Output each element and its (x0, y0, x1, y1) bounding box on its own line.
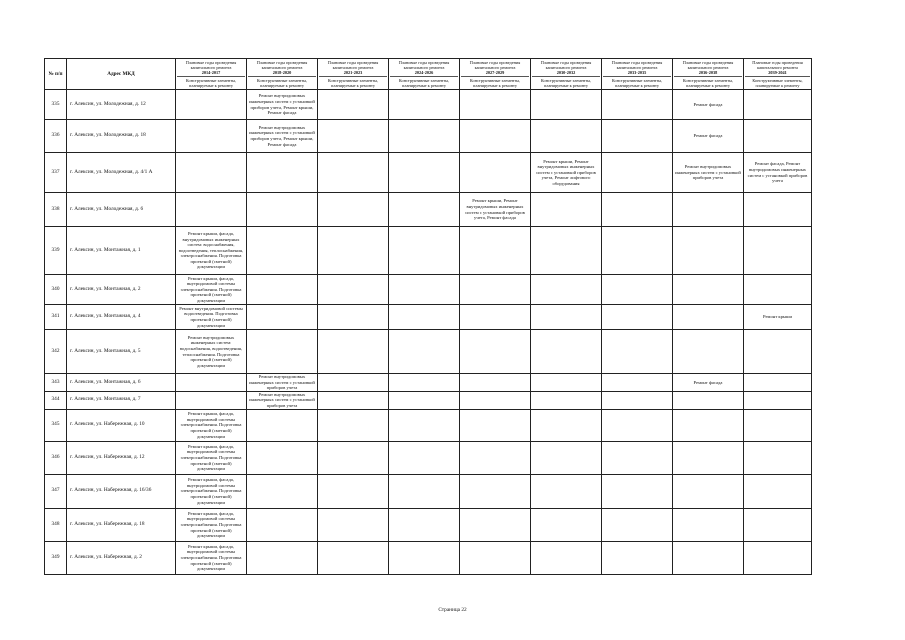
row-cell (602, 508, 673, 541)
header-planned-label: Плановые годы проведения капитального ремонта (540, 60, 592, 70)
row-cell (460, 409, 531, 441)
row-cell (389, 474, 460, 508)
header-period (744, 59, 812, 90)
header-element-label: Конструктивные элементы, планируемые к ремонту (532, 76, 600, 88)
header-num: № п/п (45, 59, 67, 90)
row-cell (602, 474, 673, 508)
row-cell (460, 508, 531, 541)
row-cell (247, 441, 318, 474)
header-period-years: 2027-2029 (485, 70, 505, 75)
row-address: г. Алексин, ул. Молодежная, д. 18 (67, 120, 176, 153)
row-cell (460, 374, 531, 392)
row-address: г. Алексин, ул. Набережная, д. 2 (67, 541, 176, 574)
row-cell (744, 541, 812, 574)
row-address: г. Алексин, ул. Молодежная, д. 6 (67, 193, 176, 227)
row-cell: Ремонт крыши, Ремонт внутридомовых инженерных систем с установкой приборов учета, Ремонт фасада (460, 193, 531, 227)
header-period (247, 59, 318, 90)
row-cell (247, 305, 318, 330)
row-cell: Ремонт внутридомовой системы водоотведения. Подготовка проектной (сметной) документации (176, 305, 247, 330)
row-cell (318, 227, 389, 275)
row-cell (389, 227, 460, 275)
row-cell (673, 441, 744, 474)
row-num: 346 (45, 441, 67, 474)
table-row (45, 305, 812, 330)
row-cell: Ремонт крыши, фасада, внутридомовой системы электроснабжения. Подготовка проектной (сметной) документации (176, 275, 247, 305)
row-cell: Ремонт крыши, фасада, внутридомовой системы электроснабжения. Подготовка проектной (сметной) документации (176, 441, 247, 474)
header-planned-label: Плановые годы проведения капитального ремонта (611, 60, 663, 70)
row-cell (744, 193, 812, 227)
row-cell (602, 391, 673, 409)
row-cell (602, 120, 673, 153)
row-cell (602, 275, 673, 305)
row-cell (176, 193, 247, 227)
row-cell (673, 305, 744, 330)
row-cell (602, 541, 673, 574)
header-period-years: 2014-2017 (201, 70, 221, 75)
row-cell: Ремонт внутридомовых инженерных систем с установкой приборов учета, Ремонт крыши, Ремонт фасада (247, 120, 318, 153)
header-period-years: 2033-2035 (627, 70, 647, 75)
row-cell: Ремонт крыши, фасада, внутридомовых инженерных систем: водоснабжения, водоотведения, теплоснабжения, электроснабжения. Подготовка проектной (сметной) документации (176, 227, 247, 275)
header-period (176, 59, 247, 90)
row-address: г. Алексин, ул. Монтажная, д. 5 (67, 330, 176, 374)
row-cell (247, 474, 318, 508)
table-row (45, 474, 812, 508)
row-cell: Ремонт фасада (673, 90, 744, 120)
header-period (318, 59, 389, 90)
row-cell (744, 474, 812, 508)
row-cell (176, 153, 247, 193)
row-num: 341 (45, 305, 67, 330)
row-num: 340 (45, 275, 67, 305)
row-cell (460, 441, 531, 474)
row-cell (602, 374, 673, 392)
header-period (673, 59, 744, 90)
row-cell (318, 441, 389, 474)
row-cell (673, 474, 744, 508)
row-cell (460, 330, 531, 374)
row-cell (389, 120, 460, 153)
header-address: Адрес МКД (67, 59, 176, 90)
row-cell (318, 275, 389, 305)
row-cell (744, 441, 812, 474)
header-period-years: 2030-2032 (556, 70, 576, 75)
row-cell (318, 305, 389, 330)
row-cell (531, 474, 602, 508)
row-cell (247, 330, 318, 374)
table-row (45, 90, 812, 120)
row-num: 336 (45, 120, 67, 153)
row-cell (531, 330, 602, 374)
row-cell (744, 374, 812, 392)
header-planned-label: Плановые годы проведения капитального ремонта (256, 60, 308, 70)
row-num: 337 (45, 153, 67, 193)
row-cell (460, 153, 531, 193)
header-planned-label: Плановые годы проведения капитального ремонта (469, 60, 521, 70)
header-period-years: 2039-2041 (768, 70, 787, 75)
row-cell: Ремонт крыши (744, 305, 812, 330)
row-address: г. Алексин, ул. Набережная, д. 12 (67, 441, 176, 474)
row-cell (247, 409, 318, 441)
table-row (45, 227, 812, 275)
row-cell (602, 153, 673, 193)
row-address: г. Алексин, ул. Монтажная, д. 7 (67, 391, 176, 409)
row-cell (673, 330, 744, 374)
row-cell (673, 227, 744, 275)
page-number: Страница 22 (438, 607, 467, 613)
row-num: 338 (45, 193, 67, 227)
row-num: 342 (45, 330, 67, 374)
header-period-years: 2018-2020 (272, 70, 292, 75)
table-row (45, 508, 812, 541)
row-cell (247, 153, 318, 193)
repair-schedule-table (44, 58, 812, 575)
row-address: г. Алексин, ул. Набережная, д. 10 (67, 409, 176, 441)
row-cell (744, 275, 812, 305)
header-element-label: Конструктивные элементы, планируемые к ремонту (177, 76, 245, 88)
row-cell (318, 391, 389, 409)
table-row (45, 441, 812, 474)
header-element-label: Конструктивные элементы, планируемые к ремонту (745, 76, 810, 88)
row-cell (389, 508, 460, 541)
row-cell (318, 474, 389, 508)
row-cell (531, 305, 602, 330)
row-cell (673, 193, 744, 227)
row-cell: Ремонт крыши, Ремонт внутридомовых инженерных систем с установкой приборов учета, Ремонт лифтового оборудования (531, 153, 602, 193)
header-planned-label: Плановые годы проведения капитального ремонта (327, 60, 379, 70)
row-cell: Ремонт крыши, фасада, внутридомовой системы электроснабжения. Подготовка проектной (сметной) документации (176, 541, 247, 574)
row-cell: Ремонт внутридомовых инженерных систем: водоснабжения, водоотведения, теплоснабжения. Подготовка проектной (сметной) документации (176, 330, 247, 374)
header-period (602, 59, 673, 90)
header-element-label: Конструктивные элементы, планируемые к ремонту (603, 76, 671, 88)
table-row (45, 120, 812, 153)
header-element-label: Конструктивные элементы, планируемые к ремонту (248, 76, 316, 88)
row-cell (389, 541, 460, 574)
row-cell (531, 120, 602, 153)
row-cell (673, 409, 744, 441)
row-cell (318, 409, 389, 441)
header-planned-label: Плановые годы проведения капитального ремонта (752, 60, 803, 70)
row-cell (744, 409, 812, 441)
row-cell: Ремонт внутридомовых инженерных систем с установкой приборов учета, Ремонт крыши, Ремонт фасада (247, 90, 318, 120)
row-cell (176, 391, 247, 409)
row-cell (247, 193, 318, 227)
row-cell (531, 193, 602, 227)
row-cell (531, 275, 602, 305)
row-cell: Ремонт крыши, фасада, внутридомовой системы электроснабжения. Подготовка проектной (сметной) документации (176, 508, 247, 541)
table-row (45, 374, 812, 392)
row-num: 335 (45, 90, 67, 120)
header-element-label: Конструктивные элементы, планируемые к ремонту (461, 76, 529, 88)
row-num: 339 (45, 227, 67, 275)
row-cell (460, 474, 531, 508)
row-address: г. Алексин, ул. Монтажная, д. 6 (67, 374, 176, 392)
table-row (45, 391, 812, 409)
row-cell (389, 275, 460, 305)
row-cell (531, 541, 602, 574)
row-cell (531, 441, 602, 474)
row-cell (531, 508, 602, 541)
table-row (45, 153, 812, 193)
row-address: г. Алексин, ул. Набережная, д. 18 (67, 508, 176, 541)
row-cell (460, 391, 531, 409)
table-row (45, 275, 812, 305)
row-cell (318, 330, 389, 374)
header-planned-label: Плановые годы проведения капитального ремонта (185, 60, 237, 70)
row-cell: Ремонт фасада (673, 374, 744, 392)
row-cell (460, 90, 531, 120)
table-row (45, 409, 812, 441)
row-cell (531, 391, 602, 409)
row-address: г. Алексин, ул. Молодежная, д. 12 (67, 90, 176, 120)
row-address: г. Алексин, ул. Молодежная, д. 4/1 А (67, 153, 176, 193)
row-cell (602, 227, 673, 275)
row-cell (389, 391, 460, 409)
row-cell (531, 374, 602, 392)
row-cell (673, 508, 744, 541)
row-cell (602, 330, 673, 374)
row-cell: Ремонт фасада (673, 120, 744, 153)
row-cell (673, 275, 744, 305)
table-row (45, 193, 812, 227)
row-address: г. Алексин, ул. Монтажная, д. 1 (67, 227, 176, 275)
row-cell (531, 227, 602, 275)
row-address: г. Алексин, ул. Монтажная, д. 2 (67, 275, 176, 305)
header-planned-label: Плановые годы проведения капитального ремонта (682, 60, 734, 70)
row-cell (389, 153, 460, 193)
row-cell (460, 275, 531, 305)
row-cell (744, 227, 812, 275)
row-cell (389, 330, 460, 374)
row-cell (744, 330, 812, 374)
row-cell (247, 227, 318, 275)
row-address: г. Алексин, ул. Монтажная, д. 4 (67, 305, 176, 330)
header-element-label: Конструктивные элементы, планируемые к ремонту (319, 76, 387, 88)
row-cell (531, 90, 602, 120)
row-cell (602, 441, 673, 474)
row-cell (389, 374, 460, 392)
header-period-years: 2021-2023 (343, 70, 363, 75)
header-element-label: Конструктивные элементы, планируемые к ремонту (390, 76, 458, 88)
row-num: 349 (45, 541, 67, 574)
row-cell (744, 90, 812, 120)
header-period-years: 2024-2026 (414, 70, 434, 75)
row-cell: Ремонт внутридомовых инженерных систем с установкой приборов учета (247, 374, 318, 392)
row-cell (318, 120, 389, 153)
row-cell (247, 541, 318, 574)
header-planned-label: Плановые годы проведения капитального ремонта (398, 60, 450, 70)
row-cell (460, 120, 531, 153)
row-cell (602, 409, 673, 441)
header-period (460, 59, 531, 90)
row-cell (673, 391, 744, 409)
document-page (44, 58, 811, 575)
row-cell: Ремонт внутридомовых инженерных систем с установкой приборов учета (673, 153, 744, 193)
row-cell (318, 508, 389, 541)
row-num: 347 (45, 474, 67, 508)
row-cell (602, 90, 673, 120)
row-cell (318, 374, 389, 392)
row-cell (247, 275, 318, 305)
row-num: 344 (45, 391, 67, 409)
header-period-years: 2036-2038 (698, 70, 718, 75)
row-cell (602, 305, 673, 330)
row-cell (744, 120, 812, 153)
row-num: 348 (45, 508, 67, 541)
row-address: г. Алексин, ул. Набережная, д. 16/36 (67, 474, 176, 508)
row-cell (318, 541, 389, 574)
row-cell (673, 541, 744, 574)
row-cell (318, 193, 389, 227)
row-cell: Ремонт крыши, фасада, внутридомовой системы электроснабжения. Подготовка проектной (сметной) документации (176, 409, 247, 441)
row-cell (389, 409, 460, 441)
row-cell (318, 153, 389, 193)
table-row (45, 541, 812, 574)
row-cell (176, 90, 247, 120)
row-cell (247, 508, 318, 541)
row-cell (318, 90, 389, 120)
row-num: 343 (45, 374, 67, 392)
row-cell: Ремонт фасада, Ремонт внутридомовых инженерных систем с установкой приборов учета (744, 153, 812, 193)
row-cell (744, 391, 812, 409)
row-cell (176, 374, 247, 392)
table-header-row (45, 59, 812, 90)
row-cell (389, 193, 460, 227)
table-body (45, 90, 812, 575)
row-cell (389, 90, 460, 120)
row-cell (602, 193, 673, 227)
row-cell: Ремонт внутридомовых инженерных систем с установкой приборов учета (247, 391, 318, 409)
header-period (389, 59, 460, 90)
row-cell (460, 541, 531, 574)
header-element-label: Конструктивные элементы, планируемые к ремонту (674, 76, 742, 88)
row-cell (460, 227, 531, 275)
row-cell (744, 508, 812, 541)
header-period (531, 59, 602, 90)
row-cell (389, 441, 460, 474)
row-cell: Ремонт крыши, фасада, внутридомовой системы электроснабжения. Подготовка проектной (сметной) документации (176, 474, 247, 508)
row-cell (389, 305, 460, 330)
row-cell (460, 305, 531, 330)
row-cell (176, 120, 247, 153)
row-cell (531, 409, 602, 441)
table-row (45, 330, 812, 374)
row-num: 345 (45, 409, 67, 441)
